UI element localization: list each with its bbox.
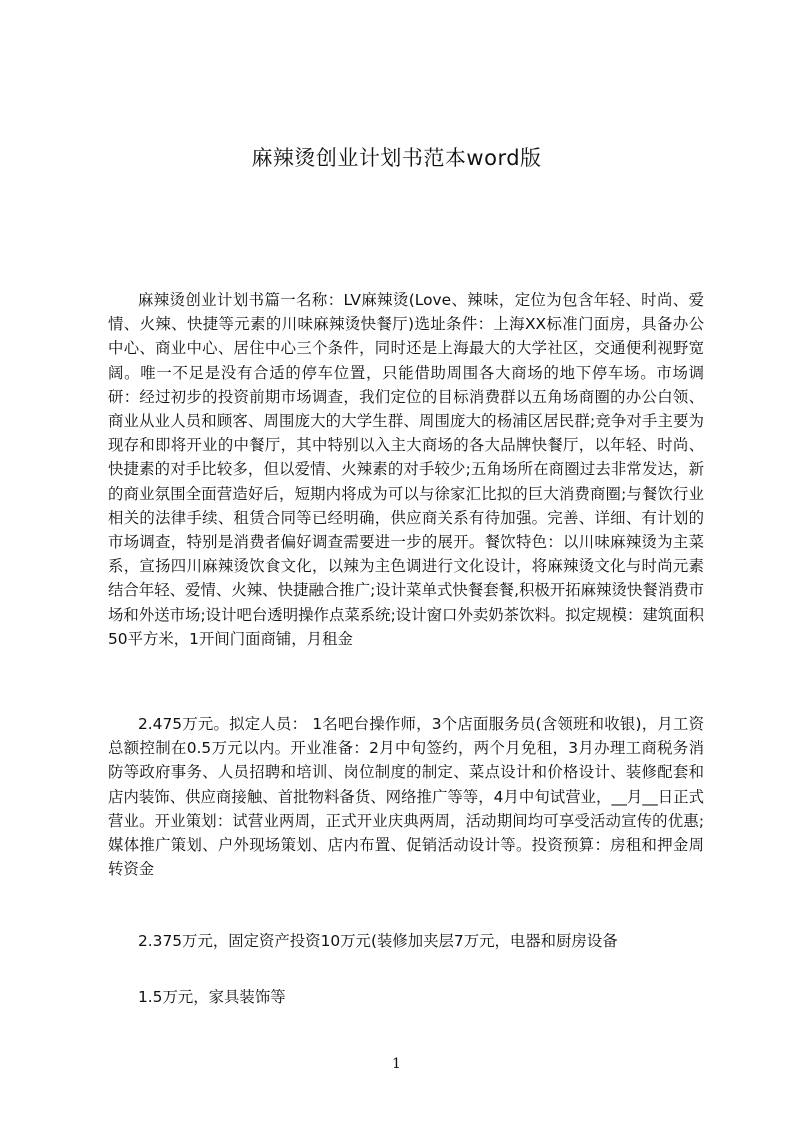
paragraph-fixed-asset-investment: 2.375万元，固定资产投资10万元(装修加夹层7万元，电器和厨房设备 [138,932,618,950]
document-title: 麻辣烫创业计划书范本word版 [251,146,542,170]
page-number: 1 [392,1056,401,1072]
paragraph-staffing-and-opening: 2.475万元。拟定人员： 1名吧台操作师，3个店面服务员(含领班和收银)，月工资总额控制在0.5万元以内。开业准备：2月中旬签约，两个月免租，3月办理工商税务消防等政府事务、人员招聘和培训、岗位制度的制定、菜点设计和价格设计、装修配套和店内装饰、供应商接触、首批物料备货、网络推广等等，4月中旬试营业，__月__日正式营业。开业策划：试营业两周，正式开业庆典两周，活动期间均可享受活动宣传的优惠;媒体推广策划、户外现场策划、店内布置、促销活动设计等。投资预算：房租和押金周转资金 [108,715,704,879]
paragraph-business-plan-body: 麻辣烫创业计划书篇一名称：LV麻辣烫(Love、辣味，定位为包含年轻、时尚、爱情、火辣、快捷等元素的川味麻辣烫快餐厅)选址条件：上海XX标准门面房，具备办公中心、商业中心、居住中心三个条件，同时还是上海最大的大学社区，交通便利视野宽阔。唯一不足是没有合适的停车位置，只能借助周围各大商场的地下停车场。市场调研：经过初步的投资前期市场调查，我们定位的目标消费群以五角场商圈的办公白领、商业从业人员和顾客、周围庞大的大学生群、周围庞大的杨浦区居民群;竞争对手主要为现存和即将开业的中餐厅，其中特别以入主大商场的各大品牌快餐厅，以年轻、时尚、快捷素的对手比较多，但以爱情、火辣素的对手较少;五角场所在商圈过去非常发达，新的商业氛围全面营造好后，短期内将成为可以与徐家汇比拟的巨大消费商圈;与餐饮行业相关的法律手续、租赁合同等已经明确，供应商关系有待加强。完善、详细、有计划的市场调查，特别是消费者偏好调查需要进一步的展开。餐饮特色：以川味麻辣烫为主菜系，宣扬四川麻辣烫饮食文化，以辣为主色调进行文化设计，将麻辣烫文化与时尚元素结合年轻、爱情、火辣、快捷融合推广;设计菜单式快餐套餐,积极开拓麻辣烫快餐消费市场和外送市场;设计吧台透明操作点菜系统;设计窗口外卖奶茶饮料。拟定规模：建筑面积50平方米，1开间门面商铺，月租金 [108,291,704,648]
paragraph-furniture-decoration: 1.5万元，家具装饰等 [138,988,286,1006]
